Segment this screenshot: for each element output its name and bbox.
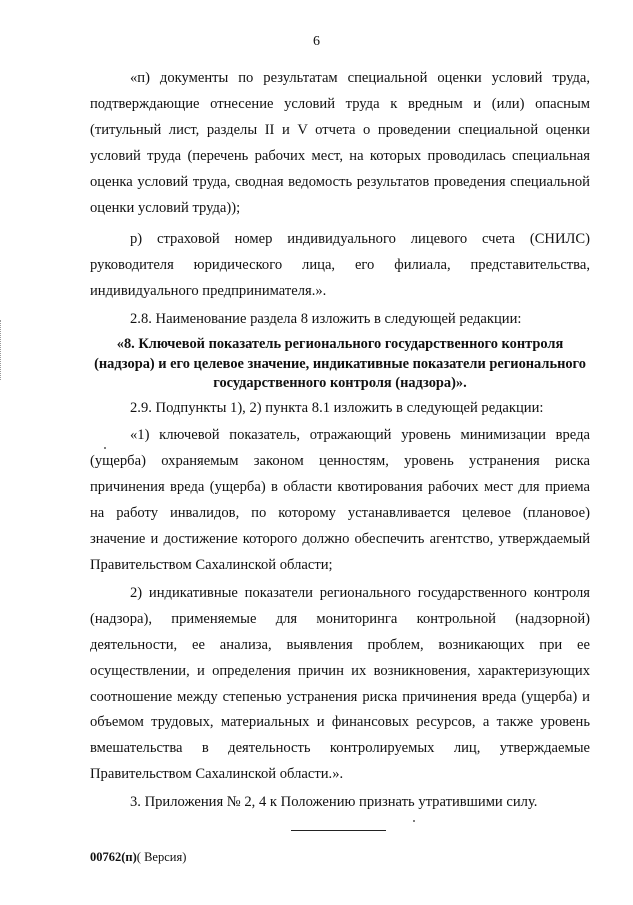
paragraph-section-2-8: 2.8. Наименование раздела 8 изложить в следующей редакции: xyxy=(130,311,522,328)
paragraph-item-r: р) страховой номер индивидуального лицевого счета (СНИЛС) руководителя юридического лица, его филиала, представительства, индивидуального предпринимателя.». xyxy=(90,231,590,300)
paragraph-section-2-9: 2.9. Подпункты 1), 2) пункта 8.1 изложить в следующей редакции: xyxy=(130,399,544,416)
scan-speck xyxy=(413,820,415,822)
paragraph-section-3: 3. Приложения № 2, 4 к Положению признать утратившими силу. xyxy=(130,794,538,811)
left-margin-marks xyxy=(0,320,5,380)
document-code: 00762(п) xyxy=(90,850,137,864)
page-number: 6 xyxy=(313,34,320,49)
separator-line xyxy=(291,830,386,831)
section-8-heading: «8. Ключевой показатель регионального государственного контроля (надзора) и его целевое значение, индикативные показатели регионального государственного контроля (надзора)». xyxy=(94,336,586,392)
document-body xyxy=(90,66,590,816)
scan-speck xyxy=(104,447,106,449)
document-footer xyxy=(90,850,186,865)
paragraph-item-p: «п) документы по результатам специальной оценки условий труда, подтверждающие отнесение условий труда к вредным и (или) опасным (титульный лист, разделы II и V отчета о проведении специальной оценки условий труда (перечень рабочих мест, на которых проводилась специальная оценка условий труда, сводная ведомость результатов проведения специальной оценки условий труда)); xyxy=(90,70,590,216)
document-version: ( Версия) xyxy=(136,850,187,864)
paragraph-item-2: 2) индикативные показатели регионального государственного контроля (надзора), применяемые для мониторинга контрольной (надзорной) деятельности, ее анализа, выявления проблем, возникающих при ее осуществлении, и определения причин их возникновения, характеризующих соотношение между степенью устранения риска причинения вреда (ущерба) и объемом трудовых, материальных и финансовых ресурсов, а также уровень вмешательства в деятельность контролируемых лиц, утверждаемые Правительством Сахалинской области.». xyxy=(90,584,590,783)
paragraph-item-1: «1) ключевой показатель, отражающий уровень минимизации вреда (ущерба) охраняемым законом ценностям, уровень устранения риска причинения вреда (ущерба) в области квотирования рабочих мест для приема на работу инвалидов, по которому устанавливается целевое (плановое) значение и достижение которого должно обеспечить агентство, утверждаемый Правительством Сахалинской области; xyxy=(90,427,590,573)
